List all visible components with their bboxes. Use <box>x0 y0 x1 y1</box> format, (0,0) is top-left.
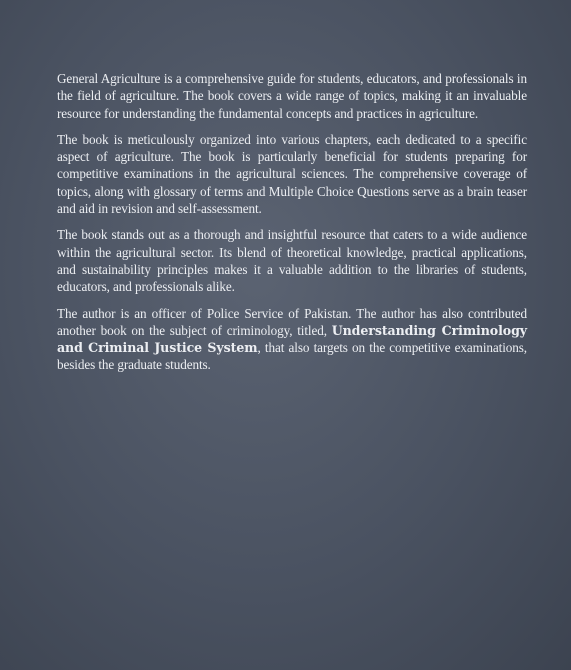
author-text-start: The author is an officer of Police Service of Pakistan. The author has also contributed another book on the subject of criminology, titled, <box>57 305 527 338</box>
other-book-title: Understanding Criminology and Criminal Justice System <box>57 322 527 356</box>
blurb-paragraph-intro: General Agriculture is a comprehensive guide for students, educators, and professionals in the field of agriculture. The book covers a wide range of topics, making it an invaluable resource for understanding the fundamental concepts and practices in agriculture. <box>57 71 527 121</box>
blurb-paragraph-organization: The book is meticulously organized into various chapters, each dedicated to a specific aspect of agriculture. The book is particularly beneficial for students preparing for competitive examinations in the agricultural sciences. The comprehensive coverage of topics, along with glossary of terms and Multiple Choice Questions serve as a brain teaser and aid in revision and self-assessment. <box>57 131 527 217</box>
blurb-paragraph-audience: The book stands out as a thorough and insightful resource that caters to a wide audience within the agricultural sector. Its blend of theoretical knowledge, practical applications, and sustainability principles makes it a valuable addition to the libraries of students, educators, and professionals alike. <box>57 227 527 295</box>
blurb-text <box>57 70 527 374</box>
blurb-paragraph-author <box>57 305 527 374</box>
author-text-end: , that also targets on the competitive examinations, besides the graduate students. <box>57 340 527 373</box>
